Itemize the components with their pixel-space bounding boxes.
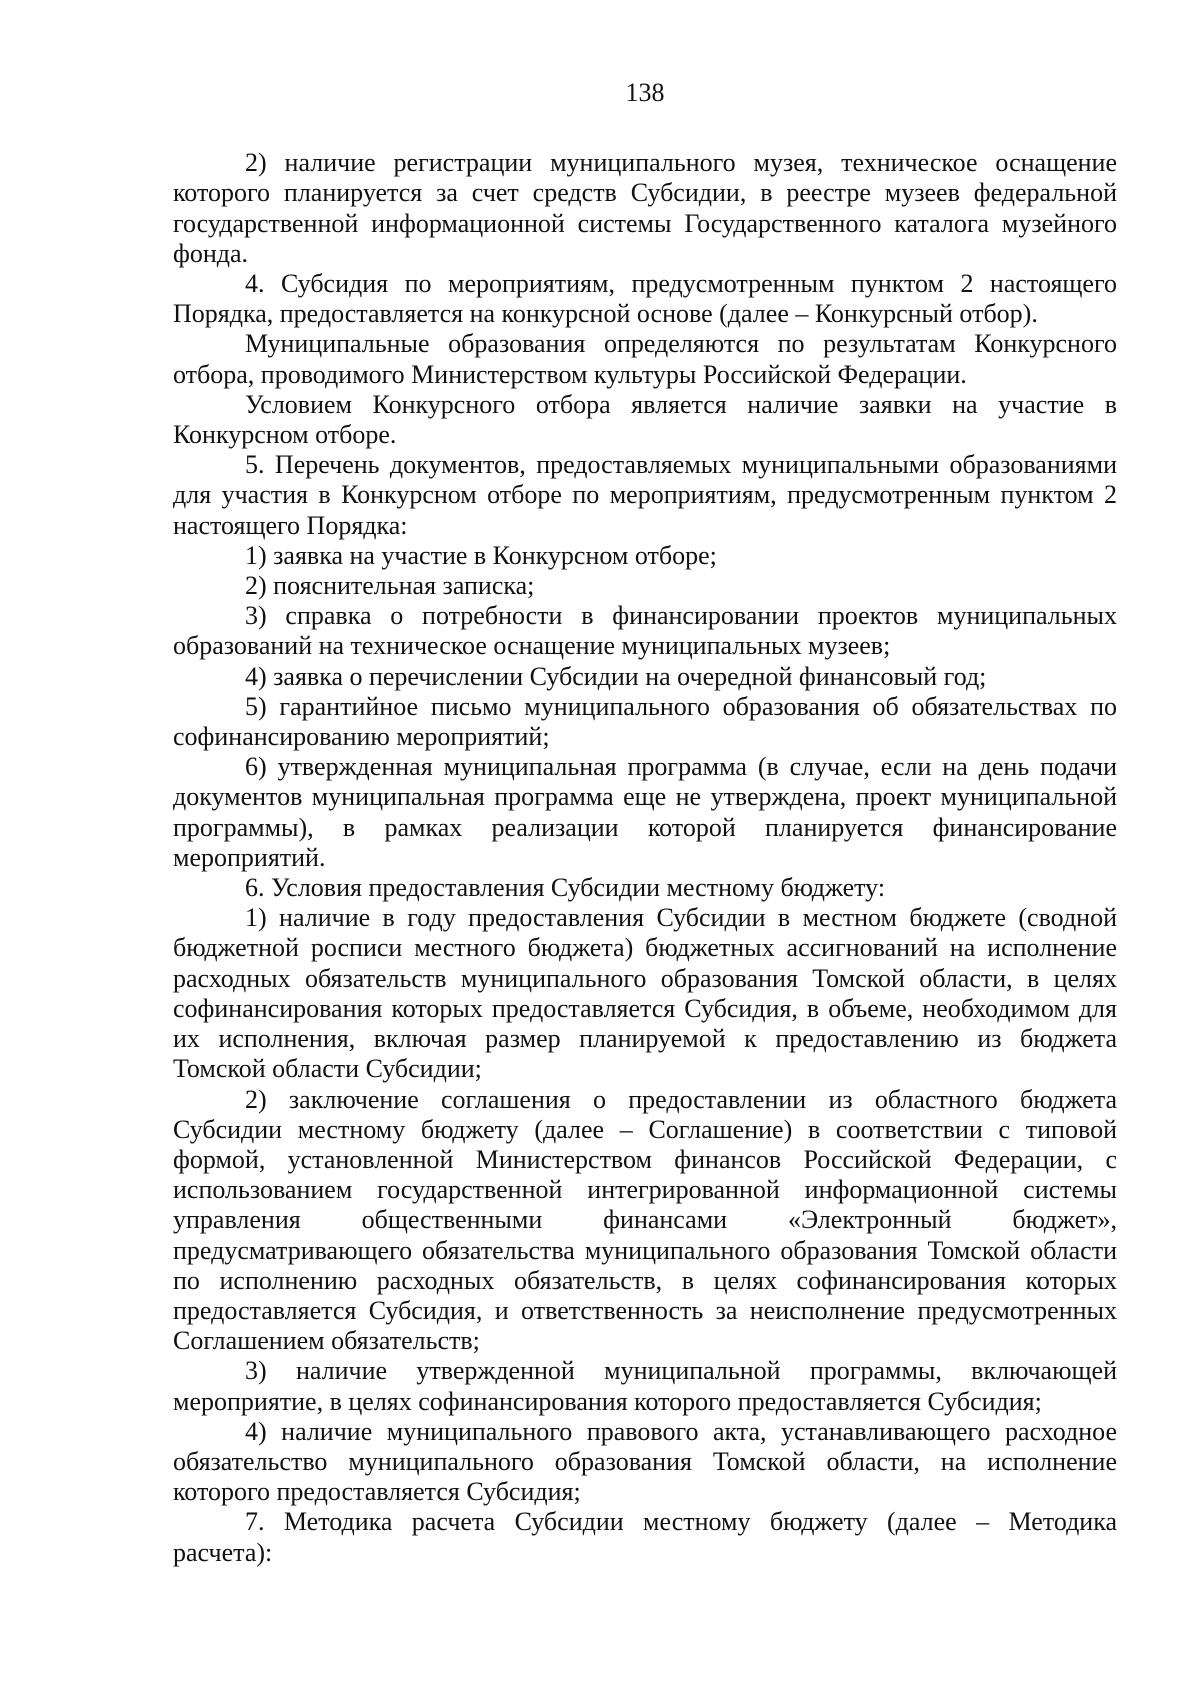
list-item-application: 1) заявка на участие в Конкурсном отборе; (245, 540, 717, 570)
list-item-explanatory-note: 2) пояснительная записка; (245, 571, 535, 601)
list-item-transfer-request: 4) заявка о перечислении Субсидии на очередной финансовый год; (245, 661, 987, 691)
document-page (173, 78, 1117, 1568)
list-item-guarantee-letter: 5) гарантийное письмо муниципального образования об обязательствах по софинансированию мероприятий; (173, 691, 1117, 752)
page-number: 138 (625, 78, 665, 107)
paragraph-municipalities: Муниципальные образования определяются по результатам Конкурсного отбора, проводимого Министерством культуры Российской Федерации. (173, 329, 1117, 389)
paragraph-registration: 2) наличие регистрации муниципального музея, техническое оснащение которого планируется за счет средств Субсидии, в реестре музеев федеральной государственной информационной системы Государственного каталога музейного фонда. (173, 148, 1117, 268)
condition-item-3: 3) наличие утвержденной муниципальной программы, включающей мероприятие, в целях софинансирования которого предоставляется Субсидия; (173, 1356, 1117, 1416)
paragraph-item-7: 7. Методика расчета Субсидии местному бюджету (далее – Методика расчета): (173, 1507, 1117, 1567)
paragraph-item-6: 6. Условия предоставления Субсидии местному бюджету: (245, 873, 886, 903)
condition-item-2: 2) заключение соглашения о предоставлении из областного бюджета Субсидии местному бюджету (далее – Соглашение) в соответствии с типовой формой, установленной Министерством финансов Российской Федерации, с использованием государственной интегрированной информационной системы управления общественными финансами «Электронный бюджет», предусматривающего обязательства муниципального образования Томской области по исполнению расходных обязательств, в целях софинансирования которых предоставляется Субсидия, и ответственность за неисполнение предусмотренных Соглашением обязательств; (173, 1084, 1117, 1356)
paragraph-condition: Условием Конкурсного отбора является наличие заявки на участие в Конкурсном отборе. (173, 389, 1117, 450)
list-item-program: 6) утвержденная муниципальная программа (в случае, если на день подачи документов муниципальная программа еще не утверждена, проект муниципальной программы), в рамках реализации которой планируется финансирование мероприятий. (173, 752, 1117, 872)
paragraph-item-4: 4. Субсидия по мероприятиям, предусмотренным пунктом 2 настоящего Порядка, предоставляется на конкурсной основе (далее – Конкурсный отбор). (173, 269, 1117, 329)
list-item-reference: 3) справка о потребности в финансировании проектов муниципальных образований на техническое оснащение муниципальных музеев; (173, 601, 1117, 661)
condition-item-1: 1) наличие в году предоставления Субсидии в местном бюджете (сводной бюджетной росписи местного бюджета) бюджетных ассигнований на исполнение расходных обязательств муниципального образования Томской области, в целях софинансирования которых предоставляется Субсидия, в объеме, необходимом для их исполнения, включая размер планируемой к предоставлению из бюджета Томской области Субсидии; (173, 903, 1117, 1084)
condition-item-4: 4) наличие муниципального правового акта, устанавливающего расходное обязательство муниципального образования Томской области, на исполнение которого предоставляется Субсидия; (173, 1416, 1117, 1507)
paragraph-item-5: 5. Перечень документов, предоставляемых муниципальными образованиями для участия в Конкурсном отборе по мероприятиям, предусмотренным пунктом 2 настоящего Порядка: (173, 450, 1117, 540)
